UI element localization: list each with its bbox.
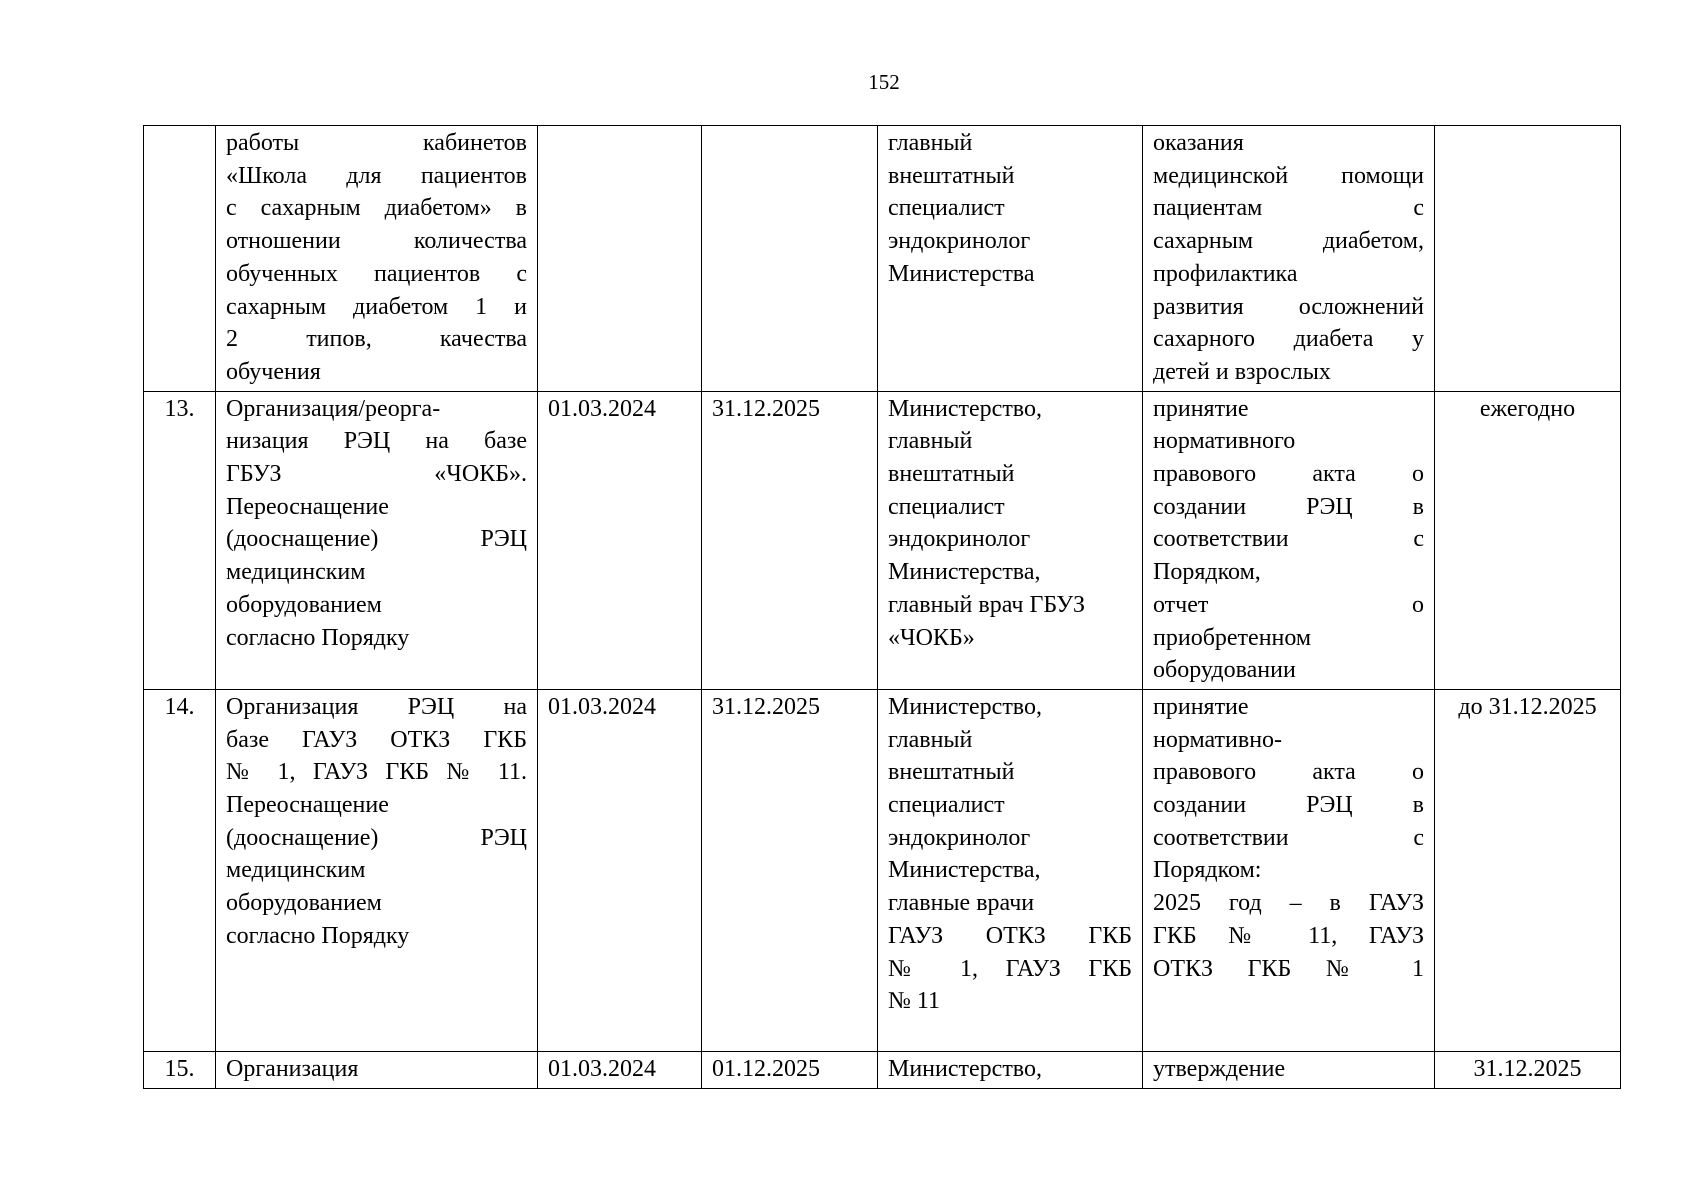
- measure-title-cell-line: базе ГАУЗ ОТКЗ ГКБ: [226, 726, 527, 753]
- table-body: [144, 126, 1621, 1089]
- result-cell-line: пациентам с: [1153, 195, 1424, 222]
- result-cell-line: оборудовании: [1153, 657, 1296, 684]
- result-cell: [1143, 391, 1435, 689]
- result-cell-line: сахарным диабетом,: [1153, 228, 1424, 255]
- measure-title-cell-line: согласно Порядку: [226, 624, 410, 651]
- result-cell-line: ГКБ № 11, ГАУЗ: [1153, 922, 1424, 949]
- result-cell-line: создании РЭЦ в: [1153, 792, 1424, 819]
- responsible-cell-line: главные врачи: [888, 890, 1035, 917]
- responsible-cell-line: эндокринолог: [888, 228, 1031, 255]
- table-row: [144, 126, 1621, 392]
- result-cell: [1143, 689, 1435, 1051]
- measure-title-cell-line: оборудованием: [226, 591, 382, 618]
- result-cell-line: приобретенном: [1153, 624, 1312, 651]
- measure-title-cell: [216, 391, 538, 689]
- responsible-cell: [878, 689, 1143, 1051]
- measure-title-cell-line: (дооснащение) РЭЦ: [226, 526, 527, 553]
- start-date-cell: 01.03.2024: [538, 689, 702, 1051]
- measure-title-cell-line: обучения: [226, 358, 321, 385]
- result-cell-line: сахарного диабета у: [1153, 326, 1424, 353]
- result-cell-line: создании РЭЦ в: [1153, 493, 1424, 520]
- result-cell-line: принятие: [1153, 395, 1249, 422]
- responsible-cell-line: № 11: [888, 988, 941, 1015]
- responsible-cell: [878, 391, 1143, 689]
- result-cell-line: нормативно-: [1153, 726, 1283, 753]
- measure-title-cell-line: Переоснащение: [226, 792, 389, 819]
- measure-title-cell-line: обученных пациентов с: [226, 260, 527, 287]
- result-cell-line: Порядком,: [1153, 559, 1261, 586]
- result-cell-line: детей и взрослых: [1153, 358, 1331, 385]
- measure-title-cell-line: согласно Порядку: [226, 922, 410, 949]
- responsible-cell-line: внештатный: [888, 162, 1015, 189]
- measure-title-cell-line: Организация РЭЦ на: [226, 693, 527, 720]
- measure-title-cell-line: Организация: [226, 1055, 359, 1082]
- measure-title-cell-line: работы кабинетов: [226, 130, 527, 156]
- measure-title-cell-line: (дооснащение) РЭЦ: [226, 824, 527, 851]
- measure-title-cell: [216, 689, 538, 1051]
- responsible-cell-line: специалист: [888, 493, 1005, 520]
- responsible-cell-line: Министерства,: [888, 559, 1041, 586]
- responsible-cell: [878, 126, 1143, 392]
- result-cell-line: нормативного: [1153, 428, 1296, 455]
- result-cell-line: развития осложнений: [1153, 293, 1424, 320]
- row-number-cell: [144, 126, 216, 392]
- measure-title-cell: [216, 1051, 538, 1088]
- result-cell-line: ОТКЗ ГКБ № 1: [1153, 955, 1424, 982]
- measure-title-cell: [216, 126, 538, 392]
- responsible-cell-line: ГАУЗ ОТКЗ ГКБ: [888, 922, 1132, 949]
- start-date-cell: [538, 126, 702, 392]
- responsible-cell-line: Министерство,: [888, 395, 1042, 422]
- result-cell-line: утверждение: [1153, 1055, 1286, 1082]
- result-cell-line: Порядком:: [1153, 857, 1262, 884]
- responsible-cell-line: эндокринолог: [888, 526, 1031, 553]
- responsible-cell-line: внештатный: [888, 759, 1015, 786]
- responsible-cell-line: Министерства,: [888, 857, 1041, 884]
- responsible-cell-line: № 1, ГАУЗ ГКБ: [888, 955, 1132, 982]
- responsible-cell-line: главный врач ГБУЗ: [888, 591, 1086, 618]
- end-date-cell: 31.12.2025: [702, 689, 878, 1051]
- responsible-cell-line: Министерство,: [888, 693, 1042, 720]
- row-number-cell: 14.: [144, 689, 216, 1051]
- result-cell-line: соответствии с: [1153, 824, 1424, 851]
- result-cell-line: принятие: [1153, 693, 1249, 720]
- plan-table: [143, 125, 1621, 1089]
- measure-title-cell-line: медицинским: [226, 559, 366, 586]
- result-cell-line: 2025 год – в ГАУЗ: [1153, 890, 1424, 917]
- measure-title-cell-line: с сахарным диабетом» в: [226, 195, 527, 222]
- result-cell: [1143, 1051, 1435, 1088]
- responsible-cell-line: внештатный: [888, 461, 1015, 488]
- responsible-cell-line: главный: [888, 130, 973, 156]
- result-cell-line: правового акта о: [1153, 461, 1424, 488]
- responsible-cell-line: главный: [888, 726, 973, 753]
- responsible-cell-line: специалист: [888, 195, 1005, 222]
- table-row: [144, 391, 1621, 689]
- measure-title-cell-line: сахарным диабетом 1 и: [226, 293, 527, 320]
- measure-title-cell-line: 2 типов, качества: [226, 326, 527, 353]
- measure-title-cell-line: отношении количества: [226, 228, 527, 255]
- measure-title-cell-line: № 1, ГАУЗ ГКБ № 11.: [226, 759, 527, 786]
- result-cell-line: правового акта о: [1153, 759, 1424, 786]
- result-cell-line: оказания: [1153, 130, 1244, 156]
- period-cell: ежегодно: [1435, 391, 1621, 689]
- responsible-cell-line: специалист: [888, 792, 1005, 819]
- period-cell: 31.12.2025: [1435, 1051, 1621, 1088]
- end-date-cell: 31.12.2025: [702, 391, 878, 689]
- end-date-cell: [702, 126, 878, 392]
- row-number-cell: 15.: [144, 1051, 216, 1088]
- responsible-cell-line: эндокринолог: [888, 824, 1031, 851]
- measure-title-cell-line: медицинским: [226, 857, 366, 884]
- result-cell-line: соответствии с: [1153, 526, 1424, 553]
- responsible-cell: [878, 1051, 1143, 1088]
- start-date-cell: 01.03.2024: [538, 1051, 702, 1088]
- measure-title-cell-line: низация РЭЦ на базе: [226, 428, 527, 455]
- table-row: [144, 1051, 1621, 1088]
- table-row: [144, 689, 1621, 1051]
- result-cell: [1143, 126, 1435, 392]
- result-cell-line: профилактика: [1153, 260, 1298, 287]
- row-number-cell: 13.: [144, 391, 216, 689]
- page-number: 152: [868, 70, 900, 94]
- measure-title-cell-line: «Школа для пациентов: [226, 162, 527, 189]
- responsible-cell-line: Министерства: [888, 260, 1035, 287]
- period-cell: до 31.12.2025: [1435, 689, 1621, 1051]
- result-cell-line: медицинской помощи: [1153, 162, 1424, 189]
- period-cell: [1435, 126, 1621, 392]
- measure-title-cell-line: Организация/реорга-: [226, 395, 441, 422]
- responsible-cell-line: «ЧОКБ»: [888, 624, 975, 651]
- responsible-cell-line: главный: [888, 428, 973, 455]
- measure-title-cell-line: оборудованием: [226, 890, 382, 917]
- end-date-cell: 01.12.2025: [702, 1051, 878, 1088]
- result-cell-line: отчет о: [1153, 591, 1424, 618]
- measure-title-cell-line: ГБУЗ «ЧОКБ».: [226, 461, 527, 488]
- measure-title-cell-line: Переоснащение: [226, 493, 389, 520]
- responsible-cell-line: Министерство,: [888, 1055, 1042, 1082]
- start-date-cell: 01.03.2024: [538, 391, 702, 689]
